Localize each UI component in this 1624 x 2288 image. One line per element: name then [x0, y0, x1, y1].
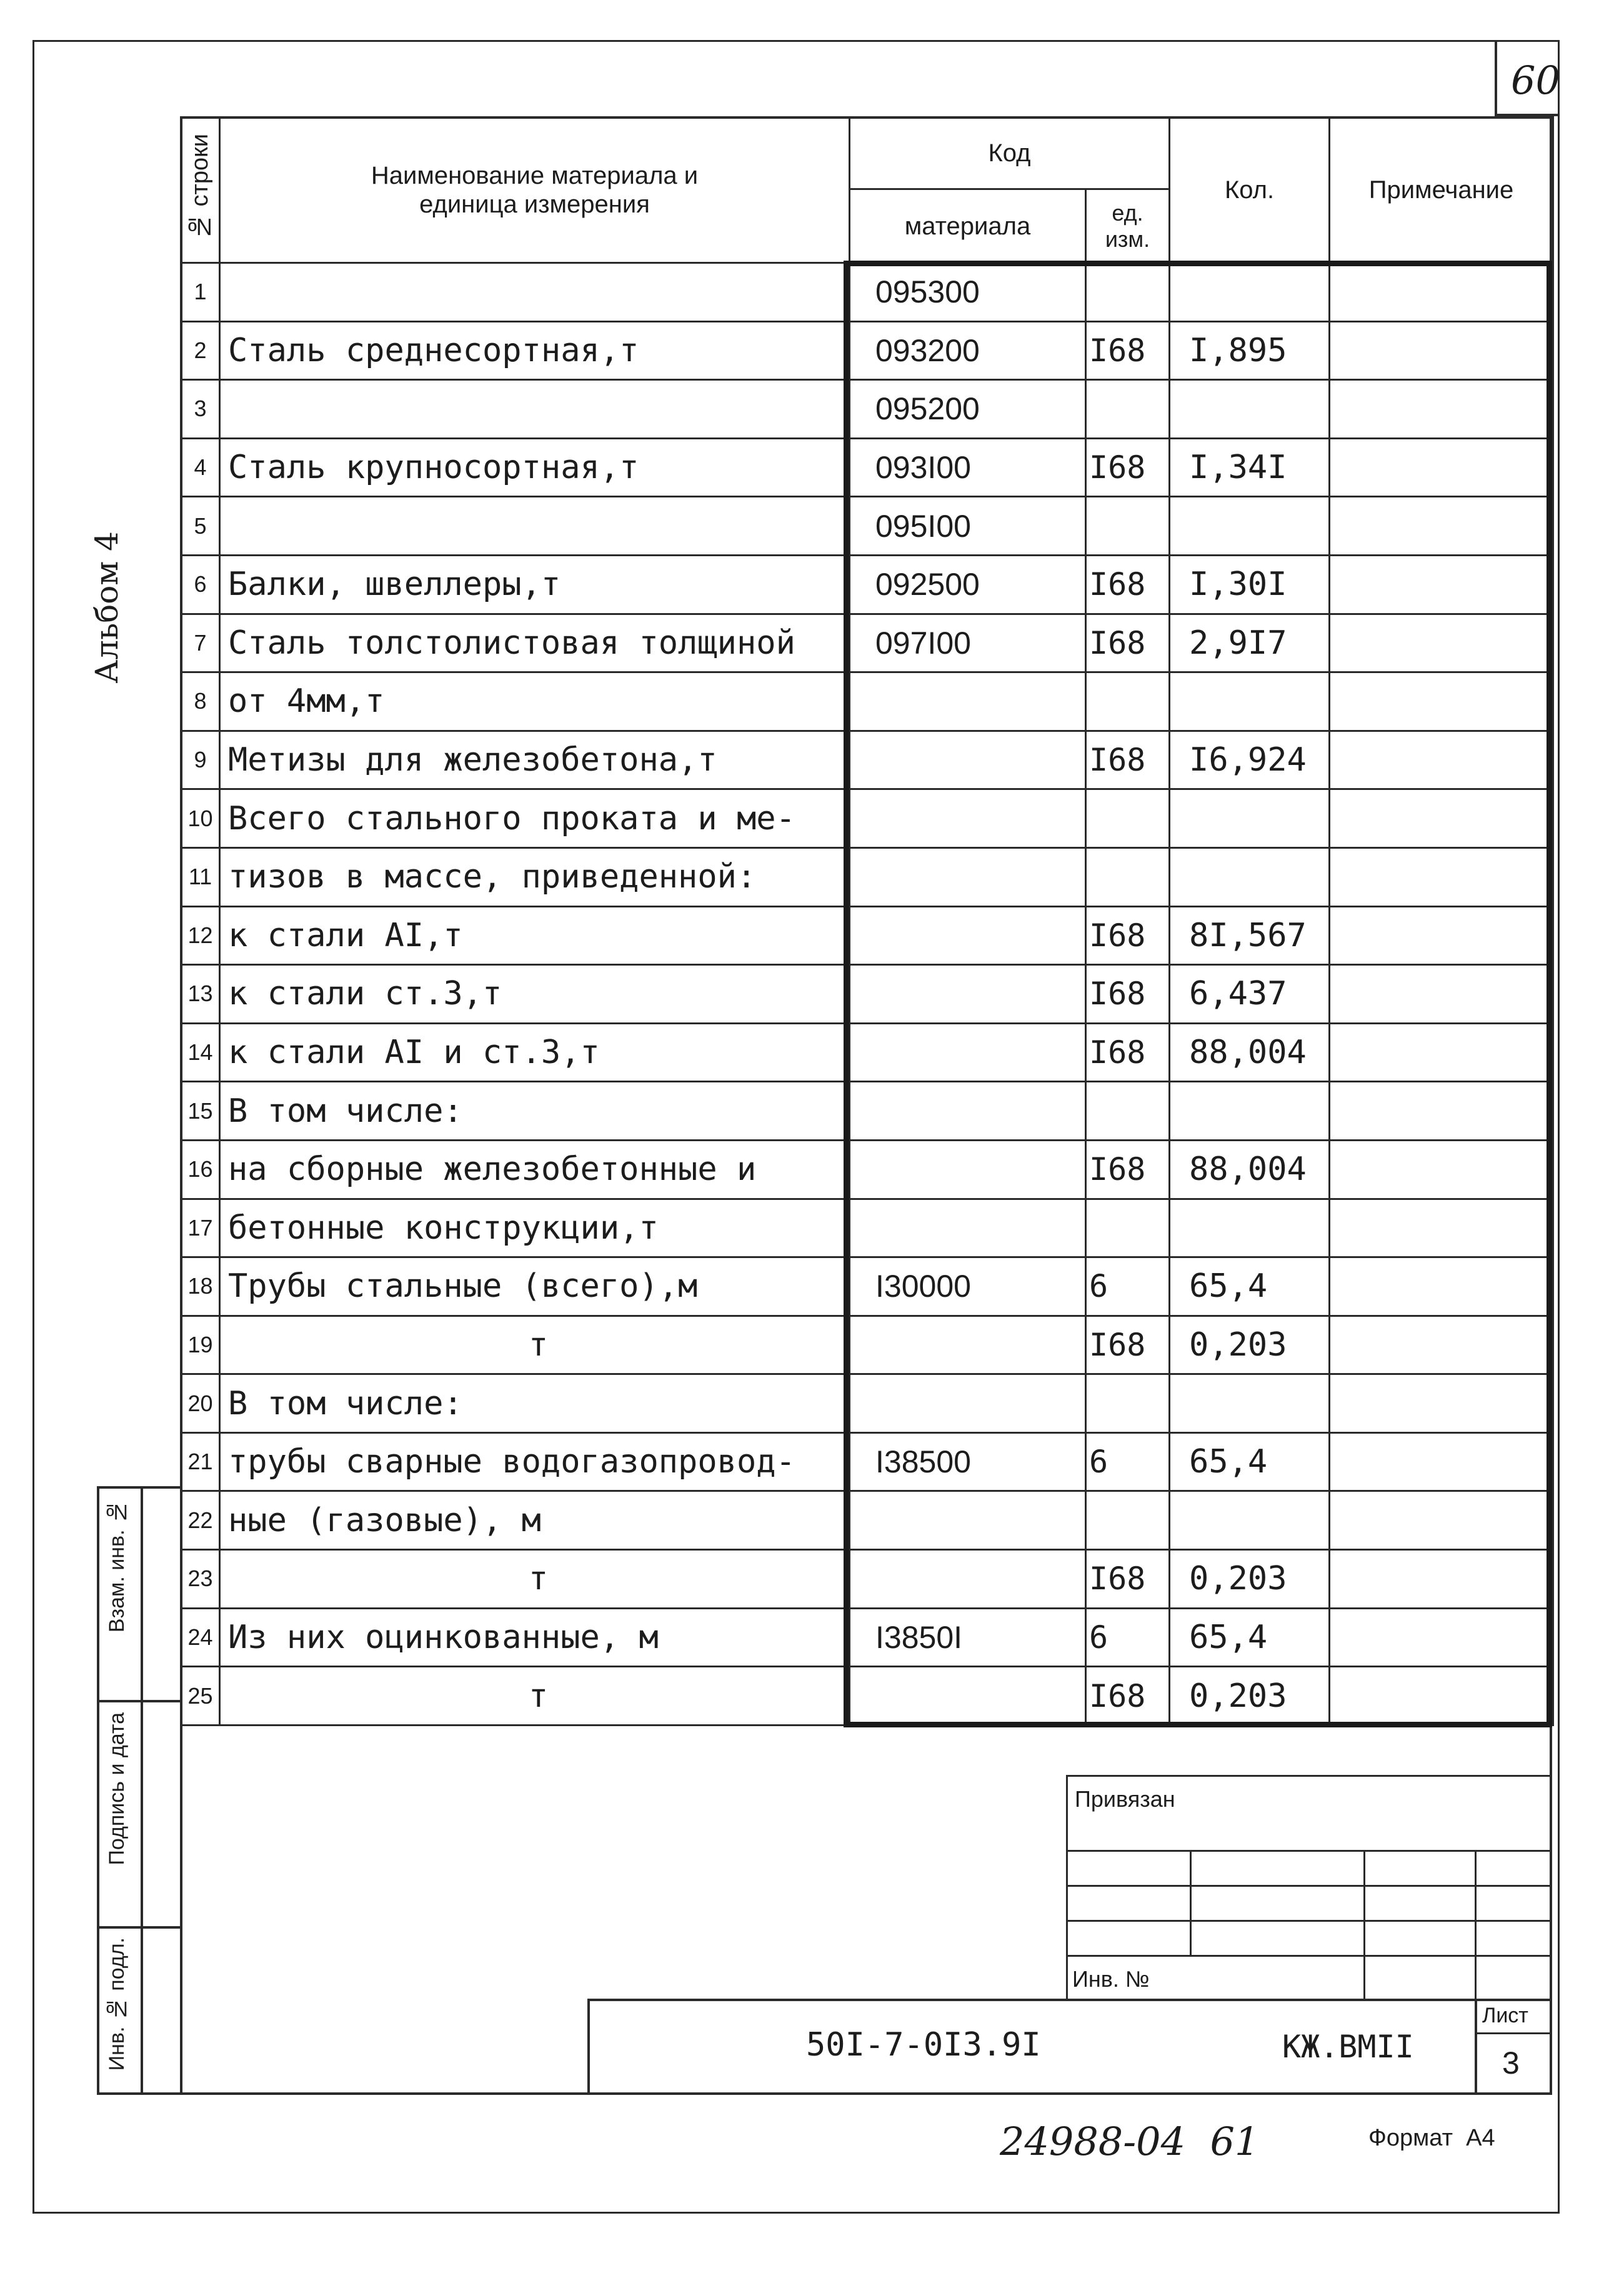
row-number-cell: 15 [181, 1082, 220, 1141]
material-name-cell [220, 497, 850, 556]
unit-code-cell: I68 [1086, 1550, 1170, 1609]
material-name-cell: бетонные конструкции,т [220, 1199, 850, 1257]
quantity-cell: 65,4 [1170, 1432, 1330, 1491]
material-name-cell: В том числе: [220, 1374, 850, 1433]
material-name-cell: т [220, 1316, 850, 1374]
stamp-vzam-inv: Взам. инв. № [105, 1500, 129, 1633]
privyazan-row-3 [1066, 1920, 1552, 1922]
material-name-cell: В том числе: [220, 1082, 850, 1141]
quantity-cell: 6,437 [1170, 965, 1330, 1024]
quantity-cell: I6,924 [1170, 731, 1330, 789]
material-code-cell: 093200 [850, 321, 1086, 380]
material-name-cell: Сталь среднесортная,т [220, 321, 850, 380]
inv-no-label: Инв. № [1072, 1966, 1150, 1992]
header-note: Примечание [1330, 117, 1553, 263]
row-number-cell: 25 [181, 1667, 220, 1726]
stamp-sep-1 [97, 1700, 180, 1702]
quantity-cell: I,34I [1170, 438, 1330, 497]
material-name-cell: т [220, 1667, 850, 1726]
quantity-cell: 2,9I7 [1170, 614, 1330, 672]
material-name-cell: Всего стального проката и ме- [220, 789, 850, 848]
unit-code-cell: I68 [1086, 1667, 1170, 1726]
row-number-cell: 24 [181, 1608, 220, 1667]
row-number-cell: 16 [181, 1140, 220, 1199]
material-name-cell: Трубы стальные (всего),м [220, 1257, 850, 1316]
material-code-cell: 095200 [850, 380, 1086, 439]
material-name-cell [220, 263, 850, 322]
list-number: 3 [1502, 2046, 1520, 2081]
privyazan-col-2 [1363, 1850, 1365, 2001]
data-block-border [844, 261, 1552, 1727]
row-number-cell: 6 [181, 555, 220, 614]
material-name-cell: трубы сварные водогазопровод- [220, 1432, 850, 1491]
row-number-cell: 9 [181, 731, 220, 789]
header-qty: Кол. [1170, 117, 1330, 263]
quantity-cell: 65,4 [1170, 1608, 1330, 1667]
list-sep [1475, 2032, 1552, 2034]
format-label: Формат А4 [1368, 2125, 1495, 2151]
privyazan-col-1 [1190, 1850, 1192, 1955]
quantity-cell: 88,004 [1170, 1023, 1330, 1082]
quantity-cell: 65,4 [1170, 1257, 1330, 1316]
row-number-cell: 19 [181, 1316, 220, 1374]
material-name-cell: Из них оцинкованные, м [220, 1608, 850, 1667]
unit-code-cell: I68 [1086, 614, 1170, 672]
material-code-cell: 095I00 [850, 497, 1086, 556]
row-number-cell: 13 [181, 965, 220, 1024]
stamp-sep-2 [97, 1926, 180, 1929]
quantity-cell: 8I,567 [1170, 906, 1330, 965]
doc-code: 50I-7-0I3.9I [806, 2026, 1041, 2064]
row-number-cell: 5 [181, 497, 220, 556]
quantity-cell: 88,004 [1170, 1140, 1330, 1199]
privyazan-label: Привязан [1075, 1786, 1175, 1812]
quantity-cell: I,30I [1170, 555, 1330, 614]
row-number-cell: 8 [181, 672, 220, 731]
row-number-cell: 3 [181, 380, 220, 439]
privyazan-row-1 [1066, 1850, 1552, 1852]
stamp-divider [141, 1486, 143, 2095]
row-number-cell: 1 [181, 263, 220, 322]
stamp-left-edge [97, 1486, 99, 2095]
page-number: 60 [1511, 57, 1560, 103]
material-name-cell: Сталь толстолистовая толщиной [220, 614, 850, 672]
material-code-cell: 092500 [850, 555, 1086, 614]
quantity-cell: 0,203 [1170, 1316, 1330, 1374]
quantity-cell: 0,203 [1170, 1550, 1330, 1609]
header-name: Наименование материала и единица измерения [220, 117, 850, 263]
header-material: материала [850, 189, 1086, 263]
unit-code-cell: I68 [1086, 731, 1170, 789]
stamp-bottom [97, 2092, 180, 2095]
list-divider [1475, 1999, 1477, 2095]
list-label: Лист [1482, 2004, 1528, 2027]
album-label: Альбом 4 [89, 531, 125, 684]
row-number-cell: 7 [181, 614, 220, 672]
row-number-cell: 20 [181, 1374, 220, 1433]
stamp-top [97, 1486, 180, 1489]
quantity-cell: 0,203 [1170, 1667, 1330, 1726]
material-name-cell: к стали ст.3,т [220, 965, 850, 1024]
privyazan-row-2 [1066, 1885, 1552, 1887]
header-code: Код [850, 117, 1170, 189]
material-code-cell: I3850I [850, 1608, 1086, 1667]
unit-code-cell: I68 [1086, 1023, 1170, 1082]
material-name-cell: ные (газовые), м [220, 1491, 850, 1550]
row-number-cell: 23 [181, 1550, 220, 1609]
header-row-no [181, 117, 220, 263]
material-code-cell: I30000 [850, 1257, 1086, 1316]
material-name-cell: от 4мм,т [220, 672, 850, 731]
privyazan-row-4 [1066, 1955, 1552, 1957]
row-number-cell: 11 [181, 847, 220, 906]
material-name-cell: Балки, швеллеры,т [220, 555, 850, 614]
row-number-cell: 2 [181, 321, 220, 380]
handwritten-number: 24988-04 61 [1000, 2119, 1260, 2164]
material-name-cell: тизов в массе, приведенной: [220, 847, 850, 906]
sheet-code: КЖ.ВМII [1282, 2029, 1414, 2065]
unit-code-cell: I68 [1086, 1316, 1170, 1374]
material-name-cell [220, 380, 850, 439]
row-number-cell: 22 [181, 1491, 220, 1550]
material-name-cell: т [220, 1550, 850, 1609]
header-row-no-label: № строки [186, 134, 213, 240]
quantity-cell: I,895 [1170, 321, 1330, 380]
row-number-cell: 18 [181, 1257, 220, 1316]
unit-code-cell: I68 [1086, 321, 1170, 380]
unit-code-cell: 6 [1086, 1608, 1170, 1667]
unit-code-cell: I68 [1086, 965, 1170, 1024]
material-code-cell: 097I00 [850, 614, 1086, 672]
material-code-cell: 093I00 [850, 438, 1086, 497]
stamp-podpis: Подпись и дата [105, 1712, 129, 1866]
unit-code-cell: 6 [1086, 1432, 1170, 1491]
row-number-cell: 17 [181, 1199, 220, 1257]
material-code-cell: I38500 [850, 1432, 1086, 1491]
header-unit: ед. изм. [1086, 189, 1170, 263]
material-name-cell: к стали AI и ст.3,т [220, 1023, 850, 1082]
material-name-cell: Метизы для железобетона,т [220, 731, 850, 789]
row-number-cell: 10 [181, 789, 220, 848]
page-number-divider [1495, 40, 1497, 116]
row-number-cell: 21 [181, 1432, 220, 1491]
row-number-cell: 12 [181, 906, 220, 965]
unit-code-cell: I68 [1086, 1140, 1170, 1199]
material-code-cell: 095300 [850, 263, 1086, 322]
unit-code-cell: 6 [1086, 1257, 1170, 1316]
material-name-cell: к стали AI,т [220, 906, 850, 965]
unit-code-cell: I68 [1086, 438, 1170, 497]
material-name-cell: на сборные железобетонные и [220, 1140, 850, 1199]
row-number-cell: 14 [181, 1023, 220, 1082]
row-number-cell: 4 [181, 438, 220, 497]
unit-code-cell: I68 [1086, 555, 1170, 614]
material-name-cell: Сталь крупносортная,т [220, 438, 850, 497]
unit-code-cell: I68 [1086, 906, 1170, 965]
stamp-inv-podl: Инв. № подл. [105, 1937, 129, 2071]
privyazan-col-3 [1475, 1850, 1477, 2001]
